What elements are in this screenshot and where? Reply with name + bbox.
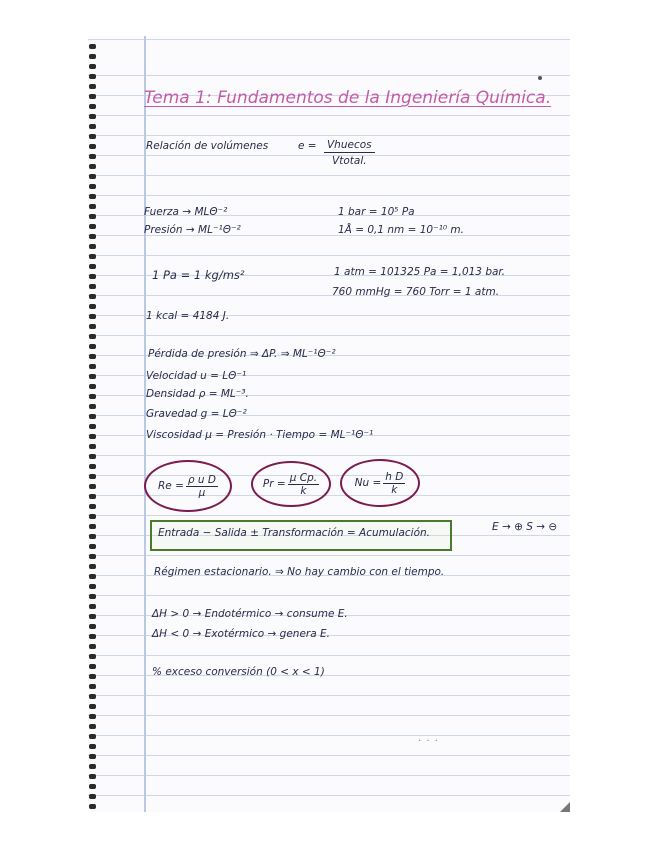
volume-ratio-lhs: e = [298,140,317,152]
prandtl-denominator: k [300,484,307,497]
spiral-hole [89,194,96,199]
densidad-line: Densidad ρ = ML⁻³. [146,388,249,400]
spiral-hole [89,374,96,379]
spiral-hole [89,454,96,459]
spiral-hole [89,384,96,389]
spiral-hole [89,84,96,89]
viscosidad-line: Viscosidad μ = Presión · Tiempo = ML⁻¹Θ⁻¹ [146,429,374,441]
page-title: Tema 1: Fundamentos de la Ingeniería Química. [144,88,552,108]
fuerza-line: Fuerza → MLΘ⁻² [144,206,228,218]
spiral-hole [89,174,96,179]
mmhg-line: 760 mmHg = 760 Torr = 1 atm. [332,286,500,298]
spiral-hole [89,54,96,59]
spiral-hole [89,434,96,439]
spiral-hole [89,544,96,549]
spiral-hole [89,694,96,699]
reynolds-numerator: ρ u D [187,473,216,486]
exceso-line: % exceso conversión (0 < x < 1) [152,666,325,678]
reynolds-oval [144,460,232,512]
spiral-hole [89,504,96,509]
spiral-hole [89,124,96,129]
spiral-hole [89,404,96,409]
spiral-hole [89,804,96,809]
spiral-hole [89,654,96,659]
spiral-hole [89,444,96,449]
presion-line: Presión → ML⁻¹Θ⁻² [144,224,241,236]
spiral-hole [89,104,96,109]
spiral-hole [89,474,96,479]
ink-dots: · · · [418,736,439,747]
spiral-hole [89,314,96,319]
notebook-page [88,36,570,812]
spiral-hole [89,204,96,209]
spiral-hole [89,484,96,489]
spiral-hole [89,704,96,709]
spiral-hole [89,284,96,289]
reynolds-lhs: Re = [158,480,184,492]
spiral-hole [89,574,96,579]
prandtl-numerator: μ Cp. [289,471,318,484]
spiral-hole [89,784,96,789]
spiral-hole [89,74,96,79]
angstrom-line: 1Å = 0,1 nm = 10⁻¹⁰ m. [338,224,464,236]
spiral-hole [89,114,96,119]
endotermico-line: ΔH > 0 → Endotérmico → consume E. [152,608,348,620]
exotermico-line: ΔH < 0 → Exotérmico → genera E. [152,628,330,640]
spiral-hole [89,524,96,529]
nusselt-lhs: Nu = [354,477,382,489]
sign-convention: E → ⊕ S → ⊖ [492,521,558,533]
spiral-hole [89,634,96,639]
spiral-hole [89,354,96,359]
spiral-hole [89,744,96,749]
spiral-hole [89,624,96,629]
spiral-hole [89,424,96,429]
bar-line: 1 bar = 10⁵ Pa [338,206,415,218]
volume-ratio-fraction [324,139,375,167]
prandtl-lhs: Pr = [262,478,286,490]
spiral-hole [89,734,96,739]
spiral-hole [89,154,96,159]
spiral-hole [89,664,96,669]
balance-equation: Entrada − Salida ± Transformación = Acumulación. [158,527,431,539]
spiral-hole [89,364,96,369]
spiral-hole [89,164,96,169]
spiral-hole [89,44,96,49]
spiral-hole [89,394,96,399]
nusselt-numerator: h D [385,470,404,483]
gravedad-line: Gravedad g = LΘ⁻² [146,408,247,420]
spiral-hole [89,264,96,269]
spiral-binding [88,36,100,812]
spiral-hole [89,534,96,539]
volume-ratio-label: Relación de volúmenes [146,140,269,152]
spiral-hole [89,464,96,469]
prandtl-oval [251,461,331,507]
spiral-hole [89,724,96,729]
perdida-line: Pérdida de presión ⇒ ΔP. ⇒ ML⁻¹Θ⁻² [148,348,336,360]
spiral-hole [89,324,96,329]
spiral-hole [89,684,96,689]
spiral-hole [89,334,96,339]
spiral-hole [89,144,96,149]
spiral-hole [89,754,96,759]
spiral-hole [89,604,96,609]
spiral-hole [89,414,96,419]
spiral-hole [89,594,96,599]
spiral-hole [89,184,96,189]
volume-ratio-numerator: Vhuecos [324,139,375,153]
spiral-hole [89,714,96,719]
spiral-hole [89,294,96,299]
regimen-line: Régimen estacionario. ⇒ No hay cambio con el tiempo. [154,566,445,578]
atm-line: 1 atm = 101325 Pa = 1,013 bar. [334,266,506,278]
spiral-hole [89,304,96,309]
spiral-hole [89,234,96,239]
spiral-hole [89,244,96,249]
margin-line [144,36,146,812]
spiral-hole [89,254,96,259]
pa-line: 1 Pa = 1 kg/ms² [152,268,245,282]
nusselt-oval [340,459,420,507]
spiral-hole [89,584,96,589]
page-corner-fold [560,802,570,812]
reynolds-denominator: μ [198,486,206,499]
spiral-hole [89,564,96,569]
spiral-hole [89,774,96,779]
spiral-hole [89,344,96,349]
spiral-hole [89,644,96,649]
spiral-hole [89,614,96,619]
nusselt-denominator: k [391,483,398,496]
spiral-hole [89,494,96,499]
spiral-hole [89,274,96,279]
spiral-hole [89,674,96,679]
spiral-hole [89,214,96,219]
spiral-hole [89,134,96,139]
kcal-line: 1 kcal = 4184 J. [146,310,230,322]
spiral-hole [89,94,96,99]
spiral-hole [89,64,96,69]
ink-dot [538,76,542,80]
spiral-hole [89,224,96,229]
velocidad-line: Velocidad u = LΘ⁻¹ [146,370,247,382]
spiral-hole [89,764,96,769]
volume-ratio-denominator: Vtotal. [332,155,367,167]
spiral-hole [89,554,96,559]
spiral-hole [89,794,96,799]
spiral-hole [89,514,96,519]
